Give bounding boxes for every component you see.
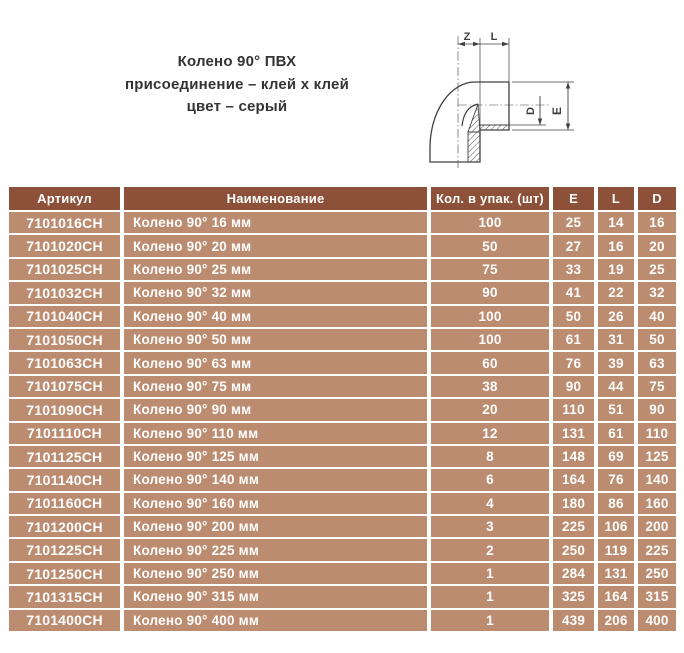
e-cell: 250	[553, 539, 594, 560]
table-row	[9, 282, 676, 303]
l-cell: 61	[598, 423, 634, 444]
e-cell: 148	[553, 446, 594, 467]
dimension-e	[512, 82, 574, 130]
article-cell: 7101140CH	[9, 469, 120, 490]
name-cell: Колено 90° 90 мм	[124, 399, 427, 420]
l-cell: 19	[598, 259, 634, 280]
d-cell: 140	[638, 469, 676, 490]
table-row	[9, 376, 676, 397]
e-cell: 61	[553, 329, 594, 350]
e-cell: 33	[553, 259, 594, 280]
table-row	[9, 493, 676, 514]
qty-cell: 1	[431, 586, 549, 607]
name-cell: Колено 90° 140 мм	[124, 469, 427, 490]
table-row	[9, 235, 676, 256]
article-cell: 7101050CH	[9, 329, 120, 350]
table-row	[9, 586, 676, 607]
l-cell: 206	[598, 610, 634, 631]
wall-section-hatch	[468, 104, 509, 162]
product-title-line-3: цвет – серый	[186, 98, 288, 115]
qty-cell: 75	[431, 259, 549, 280]
l-cell: 86	[598, 493, 634, 514]
article-cell: 7101315CH	[9, 586, 120, 607]
name-cell: Колено 90° 160 мм	[124, 493, 427, 514]
qty-cell: 100	[431, 306, 549, 327]
dim-label-z: Z	[463, 31, 471, 43]
article-cell: 7101160CH	[9, 493, 120, 514]
name-cell: Колено 90° 125 мм	[124, 446, 427, 467]
qty-cell: 1	[431, 563, 549, 584]
name-cell: Колено 90° 250 мм	[124, 563, 427, 584]
qty-cell: 20	[431, 399, 549, 420]
qty-cell: 100	[431, 329, 549, 350]
l-cell: 14	[598, 212, 634, 233]
d-cell: 250	[638, 563, 676, 584]
qty-cell: 12	[431, 423, 549, 444]
e-cell: 131	[553, 423, 594, 444]
article-cell: 7101075CH	[9, 376, 120, 397]
col-header-name: Наименование	[124, 187, 427, 210]
l-cell: 39	[598, 352, 634, 373]
product-title-line-2: присоединение – клей х клей	[125, 75, 349, 93]
table-row	[9, 329, 676, 350]
d-cell: 400	[638, 610, 676, 631]
qty-cell: 1	[431, 610, 549, 631]
name-cell: Колено 90° 40 мм	[124, 306, 427, 327]
d-cell: 32	[638, 282, 676, 303]
elbow-technical-drawing	[418, 10, 668, 180]
name-cell: Колено 90° 16 мм	[124, 212, 427, 233]
name-cell: Колено 90° 110 мм	[124, 423, 427, 444]
dim-label-e: E	[550, 106, 564, 116]
d-cell: 125	[638, 446, 676, 467]
col-header-qty: Кол. в упак. (шт)	[431, 187, 549, 210]
l-cell: 106	[598, 516, 634, 537]
qty-cell: 38	[431, 376, 549, 397]
product-title-line-1: Колено 90° ПВХ	[177, 53, 297, 70]
qty-cell: 2	[431, 539, 549, 560]
col-header-article: Артикул	[9, 187, 120, 210]
d-cell: 315	[638, 586, 676, 607]
l-cell: 44	[598, 376, 634, 397]
table-row	[9, 516, 676, 537]
article-cell: 7101400CH	[9, 610, 120, 631]
qty-cell: 60	[431, 352, 549, 373]
article-cell: 7101225CH	[9, 539, 120, 560]
d-cell: 200	[638, 516, 676, 537]
table-row	[9, 423, 676, 444]
d-cell: 25	[638, 259, 676, 280]
table-body	[9, 212, 676, 631]
table-row	[9, 399, 676, 420]
table-row	[9, 306, 676, 327]
dim-label-l: L	[490, 31, 498, 43]
name-cell: Колено 90° 225 мм	[124, 539, 427, 560]
name-cell: Колено 90° 25 мм	[124, 259, 427, 280]
e-cell: 90	[553, 376, 594, 397]
d-cell: 40	[638, 306, 676, 327]
d-cell: 63	[638, 352, 676, 373]
article-cell: 7101090CH	[9, 399, 120, 420]
e-cell: 284	[553, 563, 594, 584]
article-cell: 7101110CH	[9, 423, 120, 444]
e-cell: 76	[553, 352, 594, 373]
dim-label-d: D	[525, 107, 537, 115]
l-cell: 26	[598, 306, 634, 327]
table-row	[9, 539, 676, 560]
table-row	[9, 610, 676, 631]
article-cell: 7101040CH	[9, 306, 120, 327]
l-cell: 16	[598, 235, 634, 256]
col-header-d: D	[638, 187, 676, 210]
l-cell: 76	[598, 469, 634, 490]
article-cell: 7101200CH	[9, 516, 120, 537]
name-cell: Колено 90° 63 мм	[124, 352, 427, 373]
qty-cell: 8	[431, 446, 549, 467]
product-title	[70, 51, 404, 119]
name-cell: Колено 90° 32 мм	[124, 282, 427, 303]
d-cell: 225	[638, 539, 676, 560]
l-cell: 22	[598, 282, 634, 303]
e-cell: 110	[553, 399, 594, 420]
article-cell: 7101016CH	[9, 212, 120, 233]
table-row	[9, 446, 676, 467]
article-cell: 7101032CH	[9, 282, 120, 303]
name-cell: Колено 90° 315 мм	[124, 586, 427, 607]
table-row	[9, 563, 676, 584]
table-header-row	[9, 187, 676, 210]
table-row	[9, 212, 676, 233]
e-cell: 25	[553, 212, 594, 233]
e-cell: 180	[553, 493, 594, 514]
l-cell: 69	[598, 446, 634, 467]
article-cell: 7101250CH	[9, 563, 120, 584]
table-row	[9, 259, 676, 280]
qty-cell: 90	[431, 282, 549, 303]
e-cell: 27	[553, 235, 594, 256]
l-cell: 131	[598, 563, 634, 584]
e-cell: 439	[553, 610, 594, 631]
l-cell: 31	[598, 329, 634, 350]
name-cell: Колено 90° 50 мм	[124, 329, 427, 350]
d-cell: 16	[638, 212, 676, 233]
col-header-l: L	[598, 187, 634, 210]
l-cell: 119	[598, 539, 634, 560]
e-cell: 325	[553, 586, 594, 607]
name-cell: Колено 90° 400 мм	[124, 610, 427, 631]
d-cell: 160	[638, 493, 676, 514]
product-table	[5, 185, 680, 633]
qty-cell: 4	[431, 493, 549, 514]
table-row	[9, 352, 676, 373]
d-cell: 90	[638, 399, 676, 420]
dimension-d	[509, 96, 546, 125]
name-cell: Колено 90° 200 мм	[124, 516, 427, 537]
name-cell: Колено 90° 20 мм	[124, 235, 427, 256]
article-cell: 7101020CH	[9, 235, 120, 256]
name-cell: Колено 90° 75 мм	[124, 376, 427, 397]
qty-cell: 50	[431, 235, 549, 256]
l-cell: 164	[598, 586, 634, 607]
e-cell: 41	[553, 282, 594, 303]
d-cell: 75	[638, 376, 676, 397]
e-cell: 50	[553, 306, 594, 327]
l-cell: 51	[598, 399, 634, 420]
d-cell: 110	[638, 423, 676, 444]
col-header-e: E	[553, 187, 594, 210]
article-cell: 7101063CH	[9, 352, 120, 373]
d-cell: 20	[638, 235, 676, 256]
table-row	[9, 469, 676, 490]
e-cell: 225	[553, 516, 594, 537]
article-cell: 7101125CH	[9, 446, 120, 467]
d-cell: 50	[638, 329, 676, 350]
qty-cell: 6	[431, 469, 549, 490]
article-cell: 7101025CH	[9, 259, 120, 280]
qty-cell: 3	[431, 516, 549, 537]
e-cell: 164	[553, 469, 594, 490]
qty-cell: 100	[431, 212, 549, 233]
